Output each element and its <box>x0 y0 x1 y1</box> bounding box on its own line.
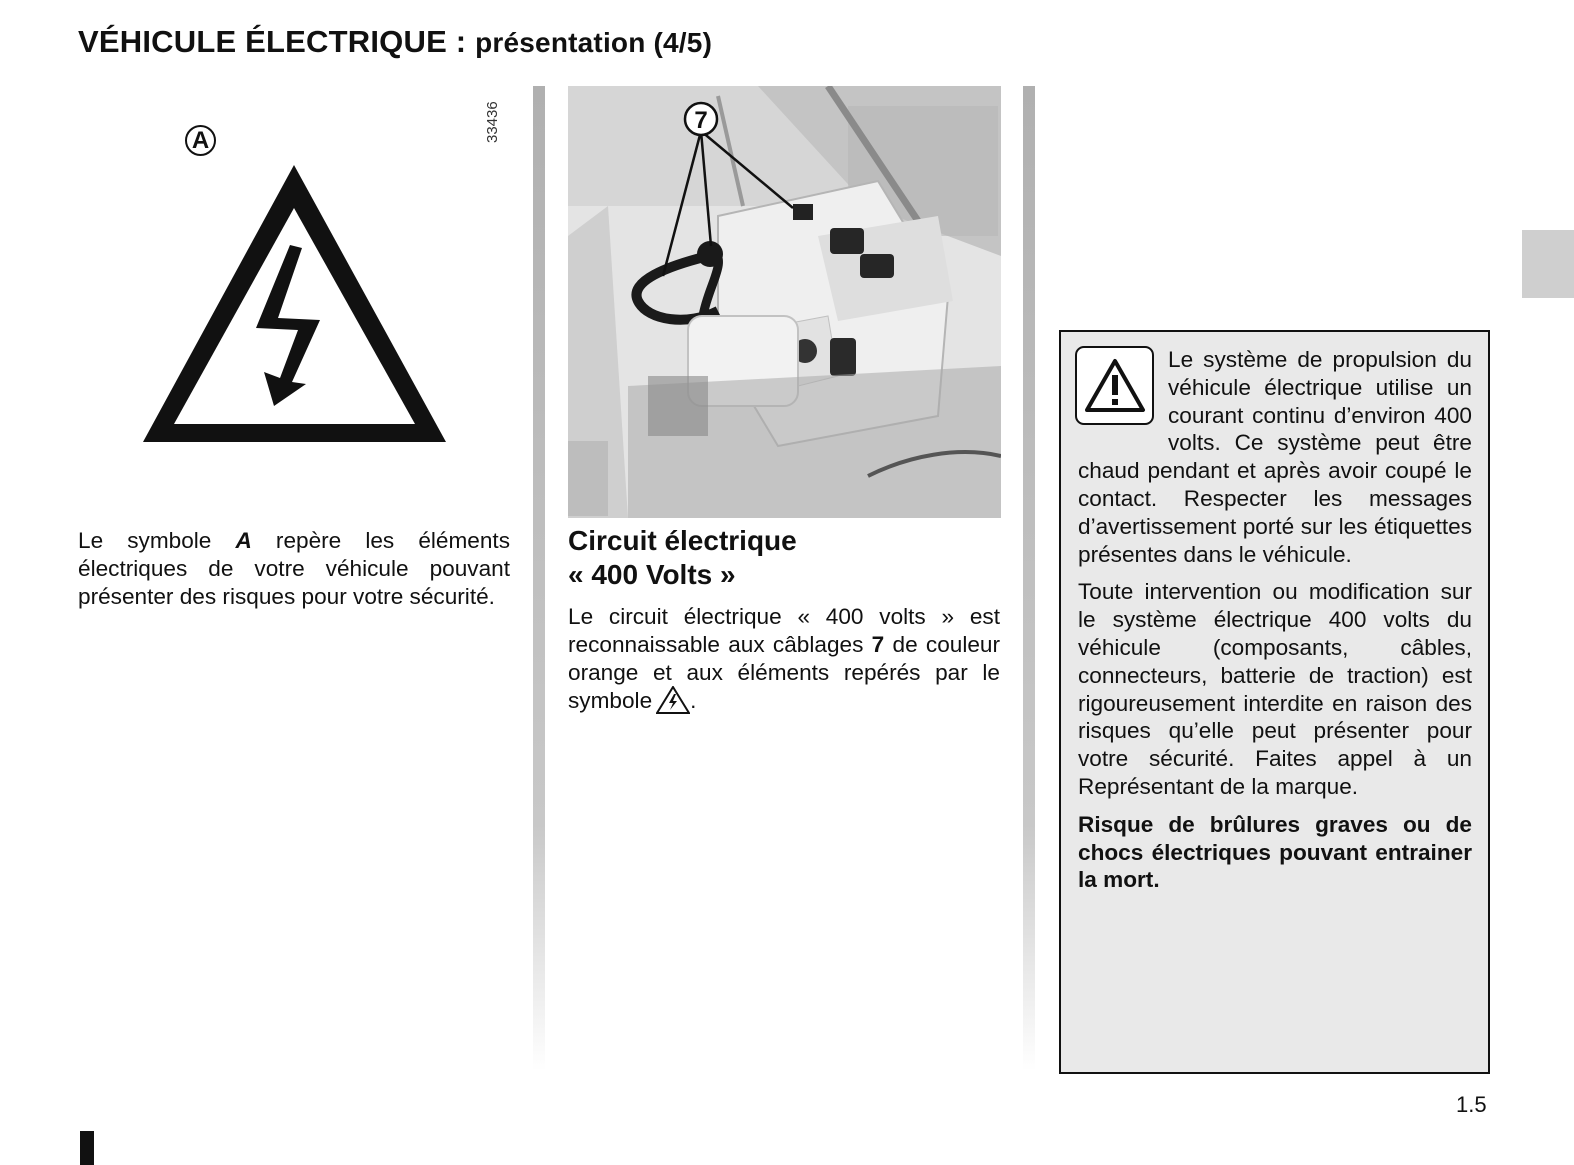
symbol-a-reference: A <box>235 528 252 553</box>
cable-reference-number: 7 <box>871 631 885 657</box>
figure-code-symbol: 33436 <box>484 101 501 143</box>
engine-bay-illustration <box>568 86 1001 518</box>
text-segment: Le symbole <box>78 528 236 553</box>
heading-line-2: « 400 Volts » <box>568 559 736 590</box>
column-separator-left <box>533 86 545 1071</box>
page-title <box>78 24 712 60</box>
heading-line-1: Circuit électrique <box>568 525 797 556</box>
corner-mark <box>80 1131 94 1165</box>
high-voltage-warning-icon <box>140 160 450 450</box>
text-segment: repère les éléments électriques de votre véhicule pouvant présenter des risques pour votre sécurité. <box>78 528 510 609</box>
column-separator-right <box>1023 86 1035 1071</box>
symbol-a-label: A <box>185 125 216 156</box>
engine-bay-photo <box>568 86 1001 518</box>
text-segment: Le circuit électrique « 400 volts » est reconnaissable aux câblages <box>568 604 1000 657</box>
symbol-a-description <box>78 527 510 610</box>
callout-number-7: 7 <box>694 107 708 134</box>
section-heading <box>568 524 1008 592</box>
warning-box-text <box>1078 346 1472 904</box>
page-title-sub: présentation (4/5) <box>475 27 713 58</box>
page-title-main: VÉHICULE ÉLECTRIQUE : <box>78 24 467 59</box>
warning-paragraph-danger: Risque de brûlures graves ou de chocs électriques pouvant entrainer la mort. <box>1078 811 1472 893</box>
high-voltage-inline-icon <box>656 686 690 714</box>
circuit-description <box>568 603 1000 715</box>
warning-paragraph-2: Toute intervention ou modification sur le système électrique 400 volts du véhicule (composants, câbles, connecteurs, batterie de traction) est rigoureusement interdite en raison des risques qu’elle peut présenter pour votre sécurité. Faites appel à un Représentant de la marque. <box>1078 579 1472 799</box>
warning-paragraph-1: Le système de propulsion du véhicule électrique utilise un courant continu d’environ 400 volts. Ce système peut être chaud pendant et après avoir coupé le contact. Respecter les messages d’avertissement porté sur les étiquettes présentes dans le véhicule. <box>1078 347 1472 567</box>
page-number: 1.5 <box>1456 1092 1487 1117</box>
text-segment: de couleur orange et aux éléments repérés par le symbole <box>568 631 1000 714</box>
text-segment: . <box>690 688 697 714</box>
warning-box <box>1059 330 1490 1074</box>
side-section-tab <box>1522 230 1574 298</box>
